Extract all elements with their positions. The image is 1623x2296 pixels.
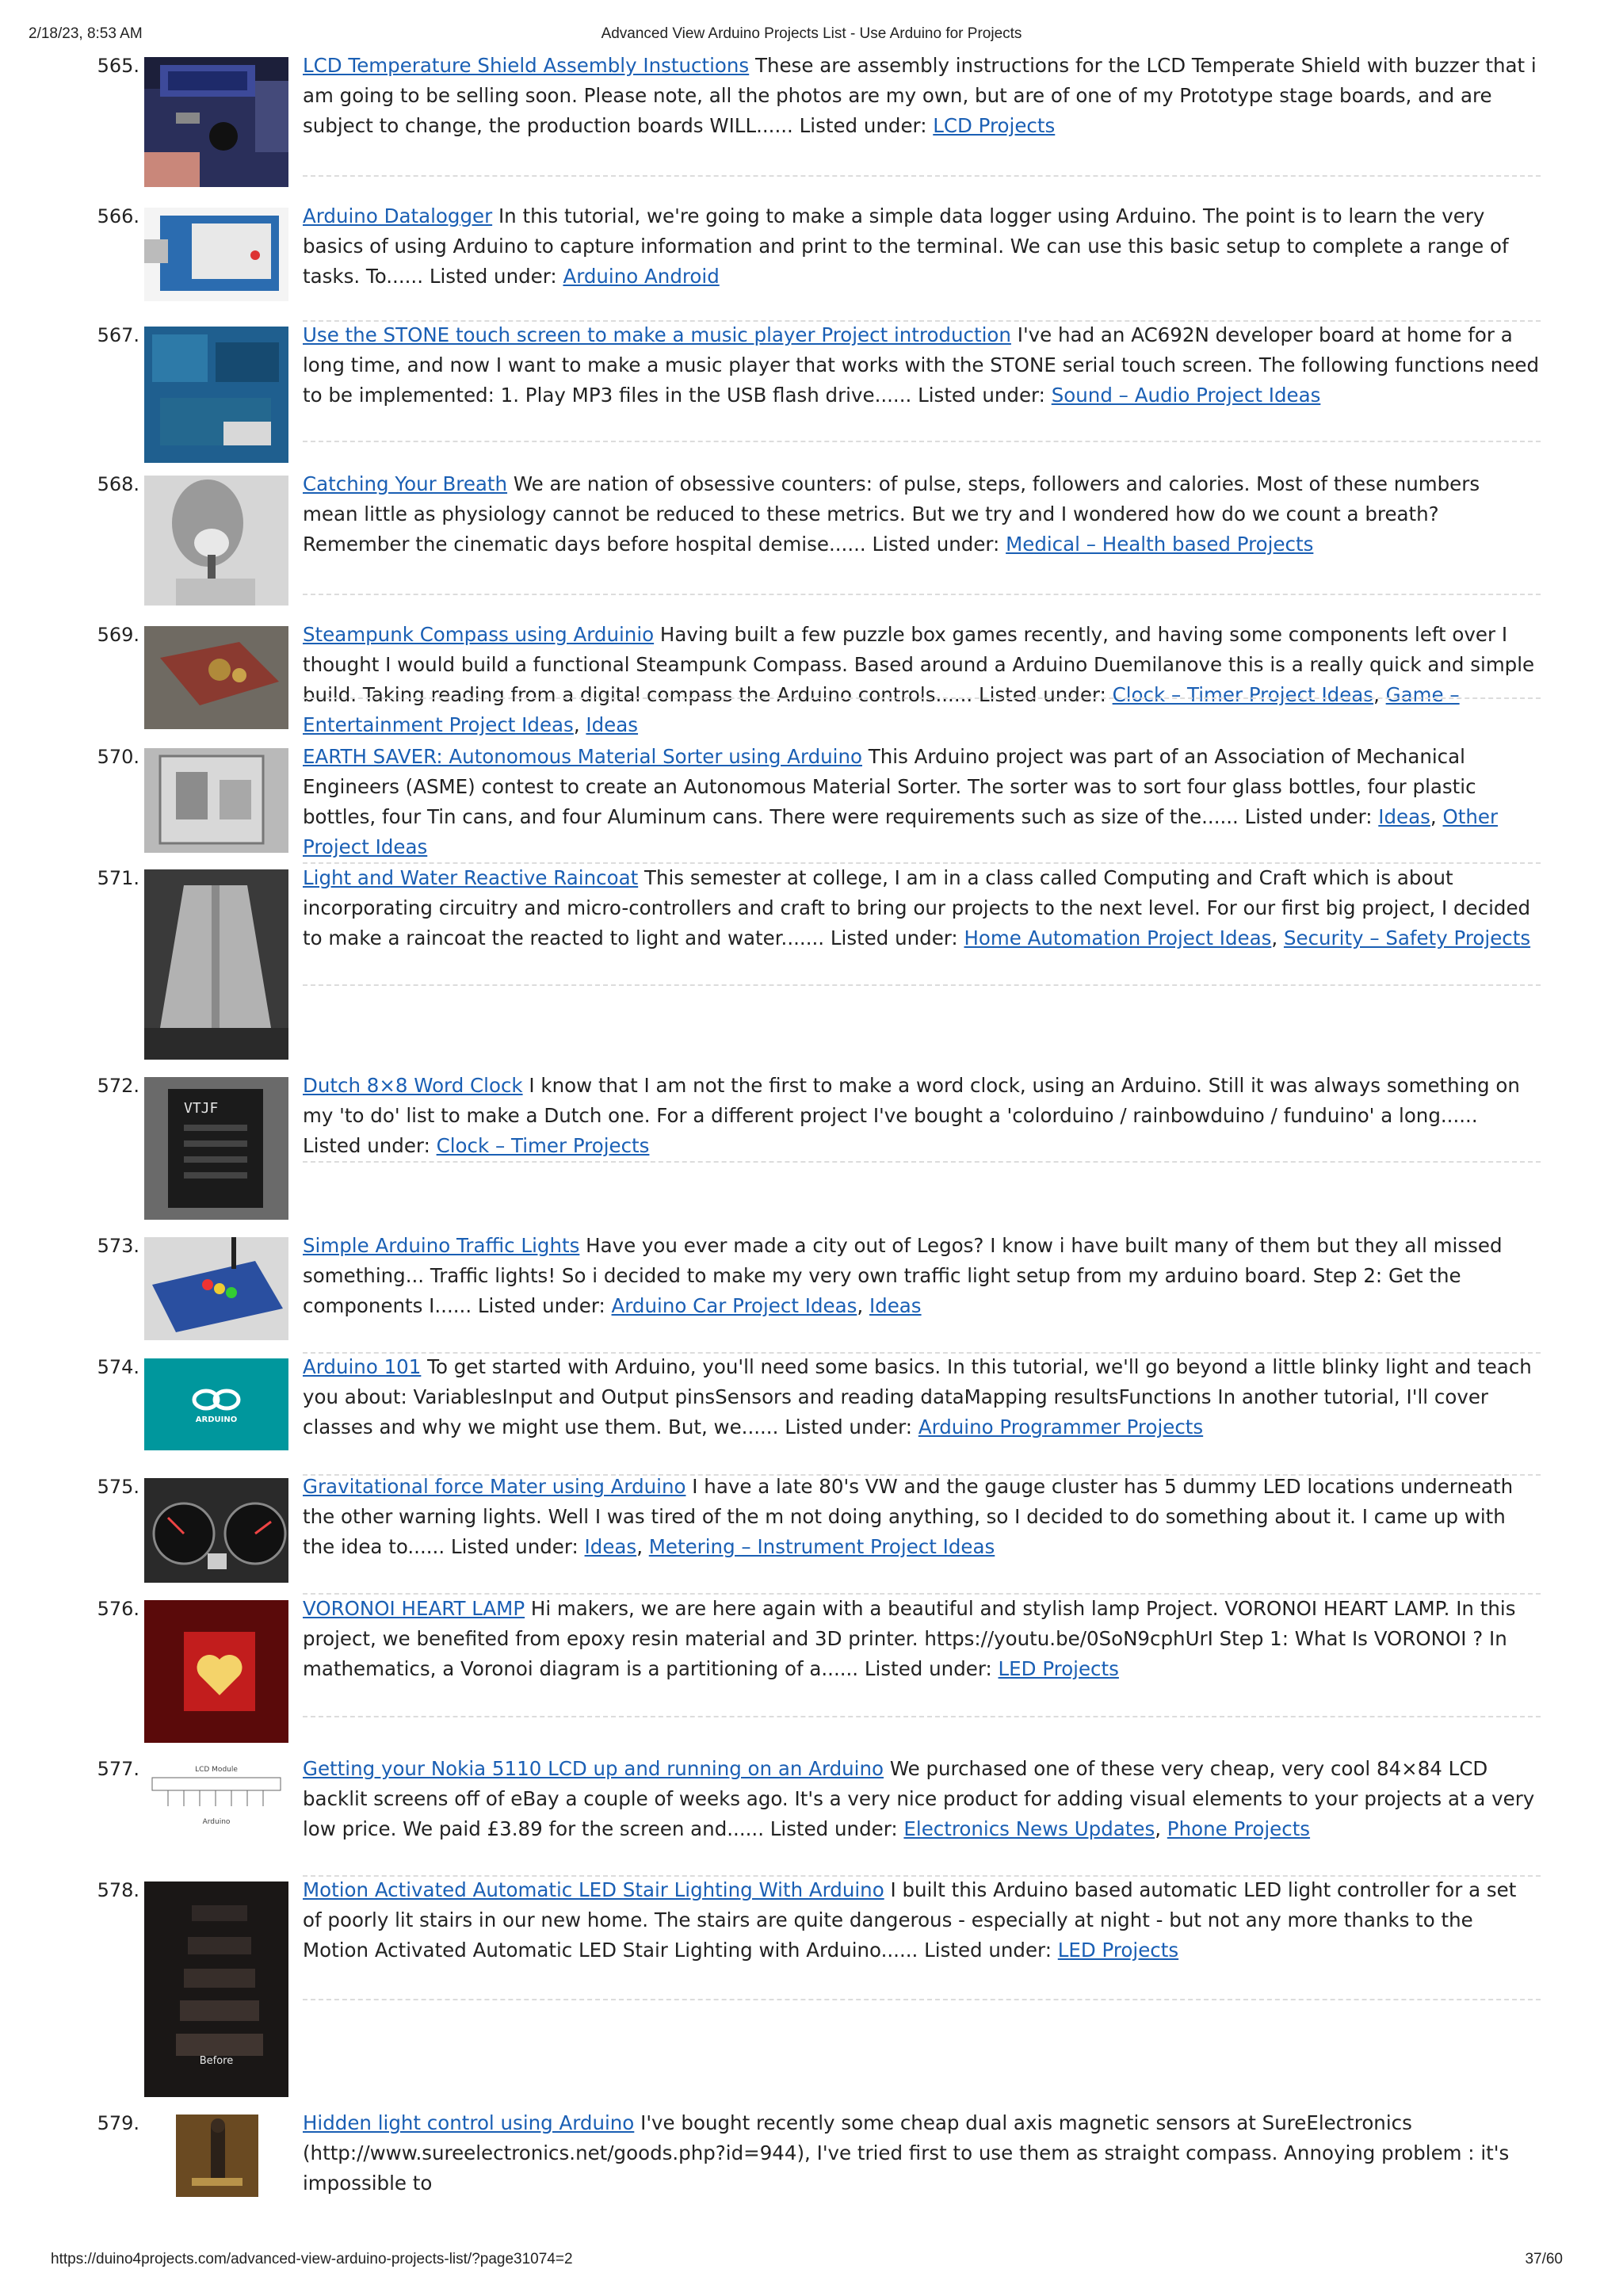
item-thumbnail[interactable] — [144, 208, 288, 301]
category-link[interactable]: LED Projects — [998, 1657, 1119, 1680]
category-link[interactable]: Arduino Car Project Ideas — [611, 1294, 857, 1317]
item-divider — [303, 1161, 1541, 1163]
category-link[interactable]: Ideas — [586, 713, 639, 736]
item-divider — [303, 175, 1541, 177]
listed-under-label: Listed under: — [769, 1817, 898, 1840]
listed-under-label: Listed under: — [303, 1134, 430, 1157]
listed-under-label: Listed under: — [864, 1657, 992, 1680]
item-thumbnail[interactable] — [144, 1881, 288, 2097]
item-divider — [303, 697, 1541, 699]
print-header — [0, 25, 1623, 49]
lcd-module-diagram — [144, 1760, 288, 1833]
lcd-module-label: LCD Module — [195, 1766, 238, 1774]
item-title-link[interactable]: Arduino Datalogger — [303, 204, 493, 227]
category-link[interactable]: LCD Projects — [933, 114, 1056, 137]
item-description: To get started with Arduino, you'll need some basics. In this tutorial, we'll go beyond a little blinky light and teach you about: VariablesInput and Output pinsSensors and reading dataMapping resultsFunctions In another tutorial, I'll cover classes and why we might use them. But, we...... — [303, 1355, 1532, 1438]
item-number: 566. — [97, 205, 139, 227]
raincoat-photo — [144, 869, 288, 1060]
item-thumbnail[interactable] — [176, 2115, 258, 2197]
arduino-logo-text: ARDUINO — [195, 1415, 238, 1424]
item-thumbnail[interactable] — [144, 57, 288, 187]
steampunk-compass-photo — [144, 626, 288, 729]
item-title-link[interactable]: EARTH SAVER: Autonomous Material Sorter using Arduino — [303, 745, 862, 768]
category-link[interactable]: Clock – Timer Project Ideas — [1112, 683, 1374, 706]
item-thumbnail[interactable] — [144, 476, 288, 606]
listed-under-label: Listed under: — [918, 384, 1045, 407]
item-description: I know that I am not the first to make a word clock, using an Arduino. Still it was always something on my 'to do' list to make a Dutch one. For a different project I've bought a 'colorduino / rainbowduino / funduino' a long...... — [303, 1074, 1520, 1127]
music-player-board-image — [144, 327, 288, 463]
item-title-link[interactable]: Arduino 101 — [303, 1355, 422, 1378]
item-divider — [303, 594, 1541, 595]
item-title-link[interactable]: Light and Water Reactive Raincoat — [303, 866, 639, 889]
item-number: 575. — [97, 1476, 139, 1498]
item-number: 572. — [97, 1075, 139, 1097]
page-number: 37/60 — [1525, 2251, 1563, 2267]
item-title-link[interactable]: Hidden light control using Arduino — [303, 2111, 635, 2134]
lcd-arduino-label: Arduino — [202, 1818, 231, 1826]
category-link[interactable]: Ideas — [869, 1294, 922, 1317]
item-description: We purchased one of these very cheap, very cool 84×84 LCD backlit screens off of eBay a couple of weeks ago. It's a very nice product for adding visual elements to your projects at a very low price. We paid £3.89 for the screen and...... — [303, 1757, 1535, 1840]
listed-under-label: Listed under: — [477, 1294, 605, 1317]
hidden-light-photo — [176, 2115, 258, 2197]
category-link[interactable]: Other Project Ideas — [303, 805, 1499, 858]
item-title-link[interactable]: Simple Arduino Traffic Lights — [303, 1234, 580, 1257]
item-thumbnail[interactable] — [144, 1600, 288, 1743]
category-link[interactable]: Ideas — [1378, 805, 1430, 828]
word-clock-photo — [144, 1077, 288, 1220]
category-link[interactable]: Clock – Timer Projects — [436, 1134, 650, 1157]
item-body: EARTH SAVER: Autonomous Material Sorter using Arduino This Arduino project was part of an Association of Mechanical Engineers (ASME) contest to create an Autonomous Material Sorter. The sorter was to sort four glass bottles, four plastic bottles, four Tin cans, and four Aluminum cans. There were requirements such as size of the...... Listed under: Ideas, Other Project Ideas — [303, 745, 1499, 858]
item-title-link[interactable]: Getting your Nokia 5110 LCD up and running on an Arduino — [303, 1757, 884, 1780]
item-title-link[interactable]: Catching Your Breath — [303, 472, 508, 495]
item-number: 570. — [97, 746, 139, 768]
item-number: 577. — [97, 1758, 139, 1780]
heart-lamp-photo — [144, 1600, 288, 1743]
material-sorter-photo — [144, 748, 288, 853]
item-description: I've bought recently some cheap dual axis magnetic sensors at SureElectronics (http://www.sureelectronics.net/goods.php?id=944), I've tried first to use them as straight compass. Annoying problem : it's impossible to — [303, 2111, 1510, 2195]
item-number: 574. — [97, 1356, 139, 1378]
item-thumbnail[interactable] — [144, 748, 288, 853]
traffic-lights-photo — [144, 1237, 288, 1340]
page-title: Advanced View Arduino Projects List - Use Arduino for Projects — [601, 25, 1022, 42]
item-body — [303, 1071, 1541, 1161]
listed-under-label: Listed under: — [830, 926, 958, 949]
item-body: Getting your Nokia 5110 LCD up and running on an Arduino We purchased one of these very cheap, very cool 84×84 LCD backlit screens off of eBay a couple of weeks ago. It's a very nice product for adding visual elements to your projects at a very low price. We paid £3.89 for the screen and...... Listed under: Electronics News Updates, Phone Projects — [303, 1757, 1535, 1840]
category-link[interactable]: Game – Entertainment Project Ideas — [303, 683, 1460, 736]
item-divider — [303, 441, 1541, 442]
category-link[interactable]: Electronics News Updates — [903, 1817, 1155, 1840]
item-thumbnail[interactable] — [144, 1077, 288, 1220]
item-number: 568. — [97, 473, 139, 495]
item-description: I've had an AC692N developer board at home for a long time, and now I want to make a music player that works with the STONE serial touch screen. The following functions need to be implemented: 1. Play MP3 files in the USB flash drive...... — [303, 323, 1540, 407]
listed-under-label: Listed under: — [979, 683, 1106, 706]
item-number: 567. — [97, 324, 139, 346]
listed-under-label: Listed under: — [429, 265, 557, 288]
listed-under-label: Listed under: — [450, 1535, 579, 1558]
item-thumbnail[interactable] — [144, 327, 288, 463]
item-number: 565. — [97, 55, 139, 77]
item-thumbnail[interactable] — [144, 1358, 288, 1450]
item-body — [303, 1594, 1541, 1684]
print-footer — [0, 2251, 1623, 2275]
item-number: 579. — [97, 2112, 139, 2134]
item-number: 576. — [97, 1598, 139, 1620]
item-title-link[interactable]: Steampunk Compass using Arduinio — [303, 623, 655, 646]
item-description: In this tutorial, we're going to make a simple data logger using Arduino. The point is to learn the very basics of using Arduino to capture information and print to the terminal. We can use this basic setup to complete a range of tasks. To...... — [303, 204, 1509, 288]
item-divider — [303, 1999, 1541, 2000]
item-title-link[interactable]: LCD Temperature Shield Assembly Instuctions — [303, 54, 750, 77]
item-description: Hi makers, we are here again with a beautiful and stylish lamp Project. VORONOI HEART LAMP. In this project, we benefited from epoxy resin material and 3D printer. https://youtu.be/0SoN9cphUrI Step 1: What Is VORONOI ? In mathematics, a Voronoi diagram is a partitioning of a...... — [303, 1597, 1516, 1680]
category-link[interactable]: Metering – Instrument Project Ideas — [648, 1535, 995, 1558]
item-thumbnail[interactable] — [144, 626, 288, 729]
listed-under-label: Listed under: — [924, 1939, 1052, 1962]
item-thumbnail[interactable] — [144, 1760, 288, 1833]
item-number: 578. — [97, 1879, 139, 1901]
item-title-link[interactable]: Gravitational force Mater using Arduino — [303, 1475, 686, 1498]
page-url: https://duino4projects.com/advanced-view-arduino-projects-list/?page31074=2 — [51, 2251, 573, 2267]
item-body — [303, 320, 1541, 411]
item-description: This Arduino project was part of an Association of Mechanical Engineers (ASME) contest to create an Autonomous Material Sorter. The sorter was to sort four glass bottles, four plastic bottles, four Tin cans, and four Aluminum cans. There were requirements such as size of the...... — [303, 745, 1476, 828]
item-thumbnail[interactable] — [144, 869, 288, 1060]
listed-under-label: Listed under: — [785, 1415, 913, 1438]
breath-mask-photo — [144, 476, 288, 606]
stairs-before-label: Before — [199, 2055, 234, 2067]
item-title-link[interactable]: Motion Activated Automatic LED Stair Lighting With Arduino — [303, 1878, 884, 1901]
category-link[interactable]: Arduino Programmer Projects — [918, 1415, 1204, 1438]
item-body — [303, 1875, 1541, 1966]
category-link[interactable]: Medical – Health based Projects — [1006, 533, 1314, 556]
item-body — [303, 469, 1541, 560]
datalogger-board-image — [144, 208, 288, 301]
item-body — [303, 201, 1541, 292]
item-description: I built this Arduino based automatic LED light controller for a set of poorly lit stairs in our new home. The stairs are quite dangerous - especially at night - but not any more thanks to the Motion Activated Automatic LED Stair Lighting with Arduino...... — [303, 1878, 1517, 1962]
item-number: 569. — [97, 624, 139, 646]
item-description: I have a late 80's VW and the gauge cluster has 5 dummy LED locations underneath the other warning lights. Well I was tired of the m not doing anything, so I decided to do something about it. I came up with the idea to...... — [303, 1475, 1514, 1558]
item-body: Simple Arduino Traffic Lights Have you ever made a city out of Legos? I know i have built many of them but they all missed something... Traffic lights! So i decided to make my very own traffic light setup from my arduino board. Step 2: Get the components I...... Listed under: Arduino Car Project Ideas, Ideas — [303, 1234, 1503, 1317]
category-link[interactable]: Phone Projects — [1167, 1817, 1311, 1840]
listed-under-label: Listed under: — [872, 533, 1000, 556]
item-title-link[interactable]: Use the STONE touch screen to make a music player Project introduction — [303, 323, 1011, 346]
item-body: Steampunk Compass using Arduinio Having built a few puzzle box games recently, and having some components left over I thought I would build a functional Steampunk Compass. Based around a Arduino Duemilanove this is a really quick and simple build. Taking reading from a digital compass the Arduino controls...... Listed under: Clock – Timer Project Ideas, Game – Entertainment Project Ideas, Ideas — [303, 623, 1535, 736]
listed-under-label: Listed under: — [1244, 805, 1373, 828]
category-link[interactable]: LED Projects — [1057, 1939, 1179, 1962]
category-link[interactable]: Sound – Audio Project Ideas — [1051, 384, 1321, 407]
item-body: Light and Water Reactive Raincoat This semester at college, I am in a class called Computing and Craft which is about incorporating circuitry and micro-controllers and craft to bring our projects to the next level. For our first big project, I decided to make a raincoat the reacted to light and water....... Listed under: Home Automation Project Ideas, Security – Safety Projects — [303, 866, 1531, 949]
item-divider — [303, 1716, 1541, 1717]
item-thumbnail[interactable] — [144, 1478, 288, 1583]
item-body — [303, 1352, 1541, 1442]
item-description: These are assembly instructions for the LCD Temperate Shield with buzzer that i am going to be selling soon. Please note, all the photos are my own, but are of one of my Prototype stage boards, and are subject to change, the production boards WILL...... — [303, 54, 1537, 137]
arduino-logo-image — [144, 1358, 288, 1450]
item-divider — [303, 984, 1541, 986]
item-body: Gravitational force Mater using Arduino I have a late 80's VW and the gauge cluster has 5 dummy LED locations underneath the other warning lights. Well I was tired of the m not doing anything, so I decided to do something about it. I came up with the idea to...... Listed under: Ideas, Metering – Instrument Project Ideas — [303, 1475, 1514, 1558]
lcd-board-image — [144, 57, 288, 187]
item-thumbnail[interactable] — [144, 1237, 288, 1340]
stair-lighting-photo — [144, 1881, 288, 2097]
item-body — [303, 2108, 1541, 2195]
category-link[interactable]: Arduino Android — [563, 265, 720, 288]
item-number: 571. — [97, 867, 139, 889]
item-description: This semester at college, I am in a class called Computing and Craft which is about incorporating circuitry and micro-controllers and craft to bring our projects to the next level. For our first big project, I decided to make a raincoat the reacted to light and water....... — [303, 866, 1531, 949]
item-description: Have you ever made a city out of Legos? I know i have built many of them but they all missed something... Traffic lights! So i decided to make my very own traffic light setup from my arduino board. Step 2: Get the components I...... — [303, 1234, 1503, 1317]
category-link[interactable]: Ideas — [584, 1535, 637, 1558]
item-description: We are nation of obsessive counters: of pulse, steps, followers and calories. Most of these numbers mean little as physiology cannot be reduced to these metrics. But we try and I wondered how do we count a breath? Remember the cinematic days before hospital demise...... — [303, 472, 1480, 556]
listed-under-label: Listed under: — [799, 114, 927, 137]
category-link[interactable]: Security – Safety Projects — [1283, 926, 1531, 949]
item-title-link[interactable]: Dutch 8×8 Word Clock — [303, 1074, 523, 1097]
item-number: 573. — [97, 1235, 139, 1257]
print-date: 2/18/23, 8:53 AM — [29, 25, 143, 42]
item-description: Having built a few puzzle box games recently, and having some components left over I thought I would build a functional Steampunk Compass. Based around a Arduino Duemilanove this is a really quick and simple build. Taking reading from a digital compass the Arduino controls...... — [303, 623, 1535, 706]
category-link[interactable]: Home Automation Project Ideas — [964, 926, 1272, 949]
item-title-link[interactable]: VORONOI HEART LAMP — [303, 1597, 525, 1620]
item-body — [303, 51, 1541, 141]
clock-letters: VTJF — [184, 1100, 219, 1117]
gauge-cluster-photo — [144, 1478, 288, 1583]
